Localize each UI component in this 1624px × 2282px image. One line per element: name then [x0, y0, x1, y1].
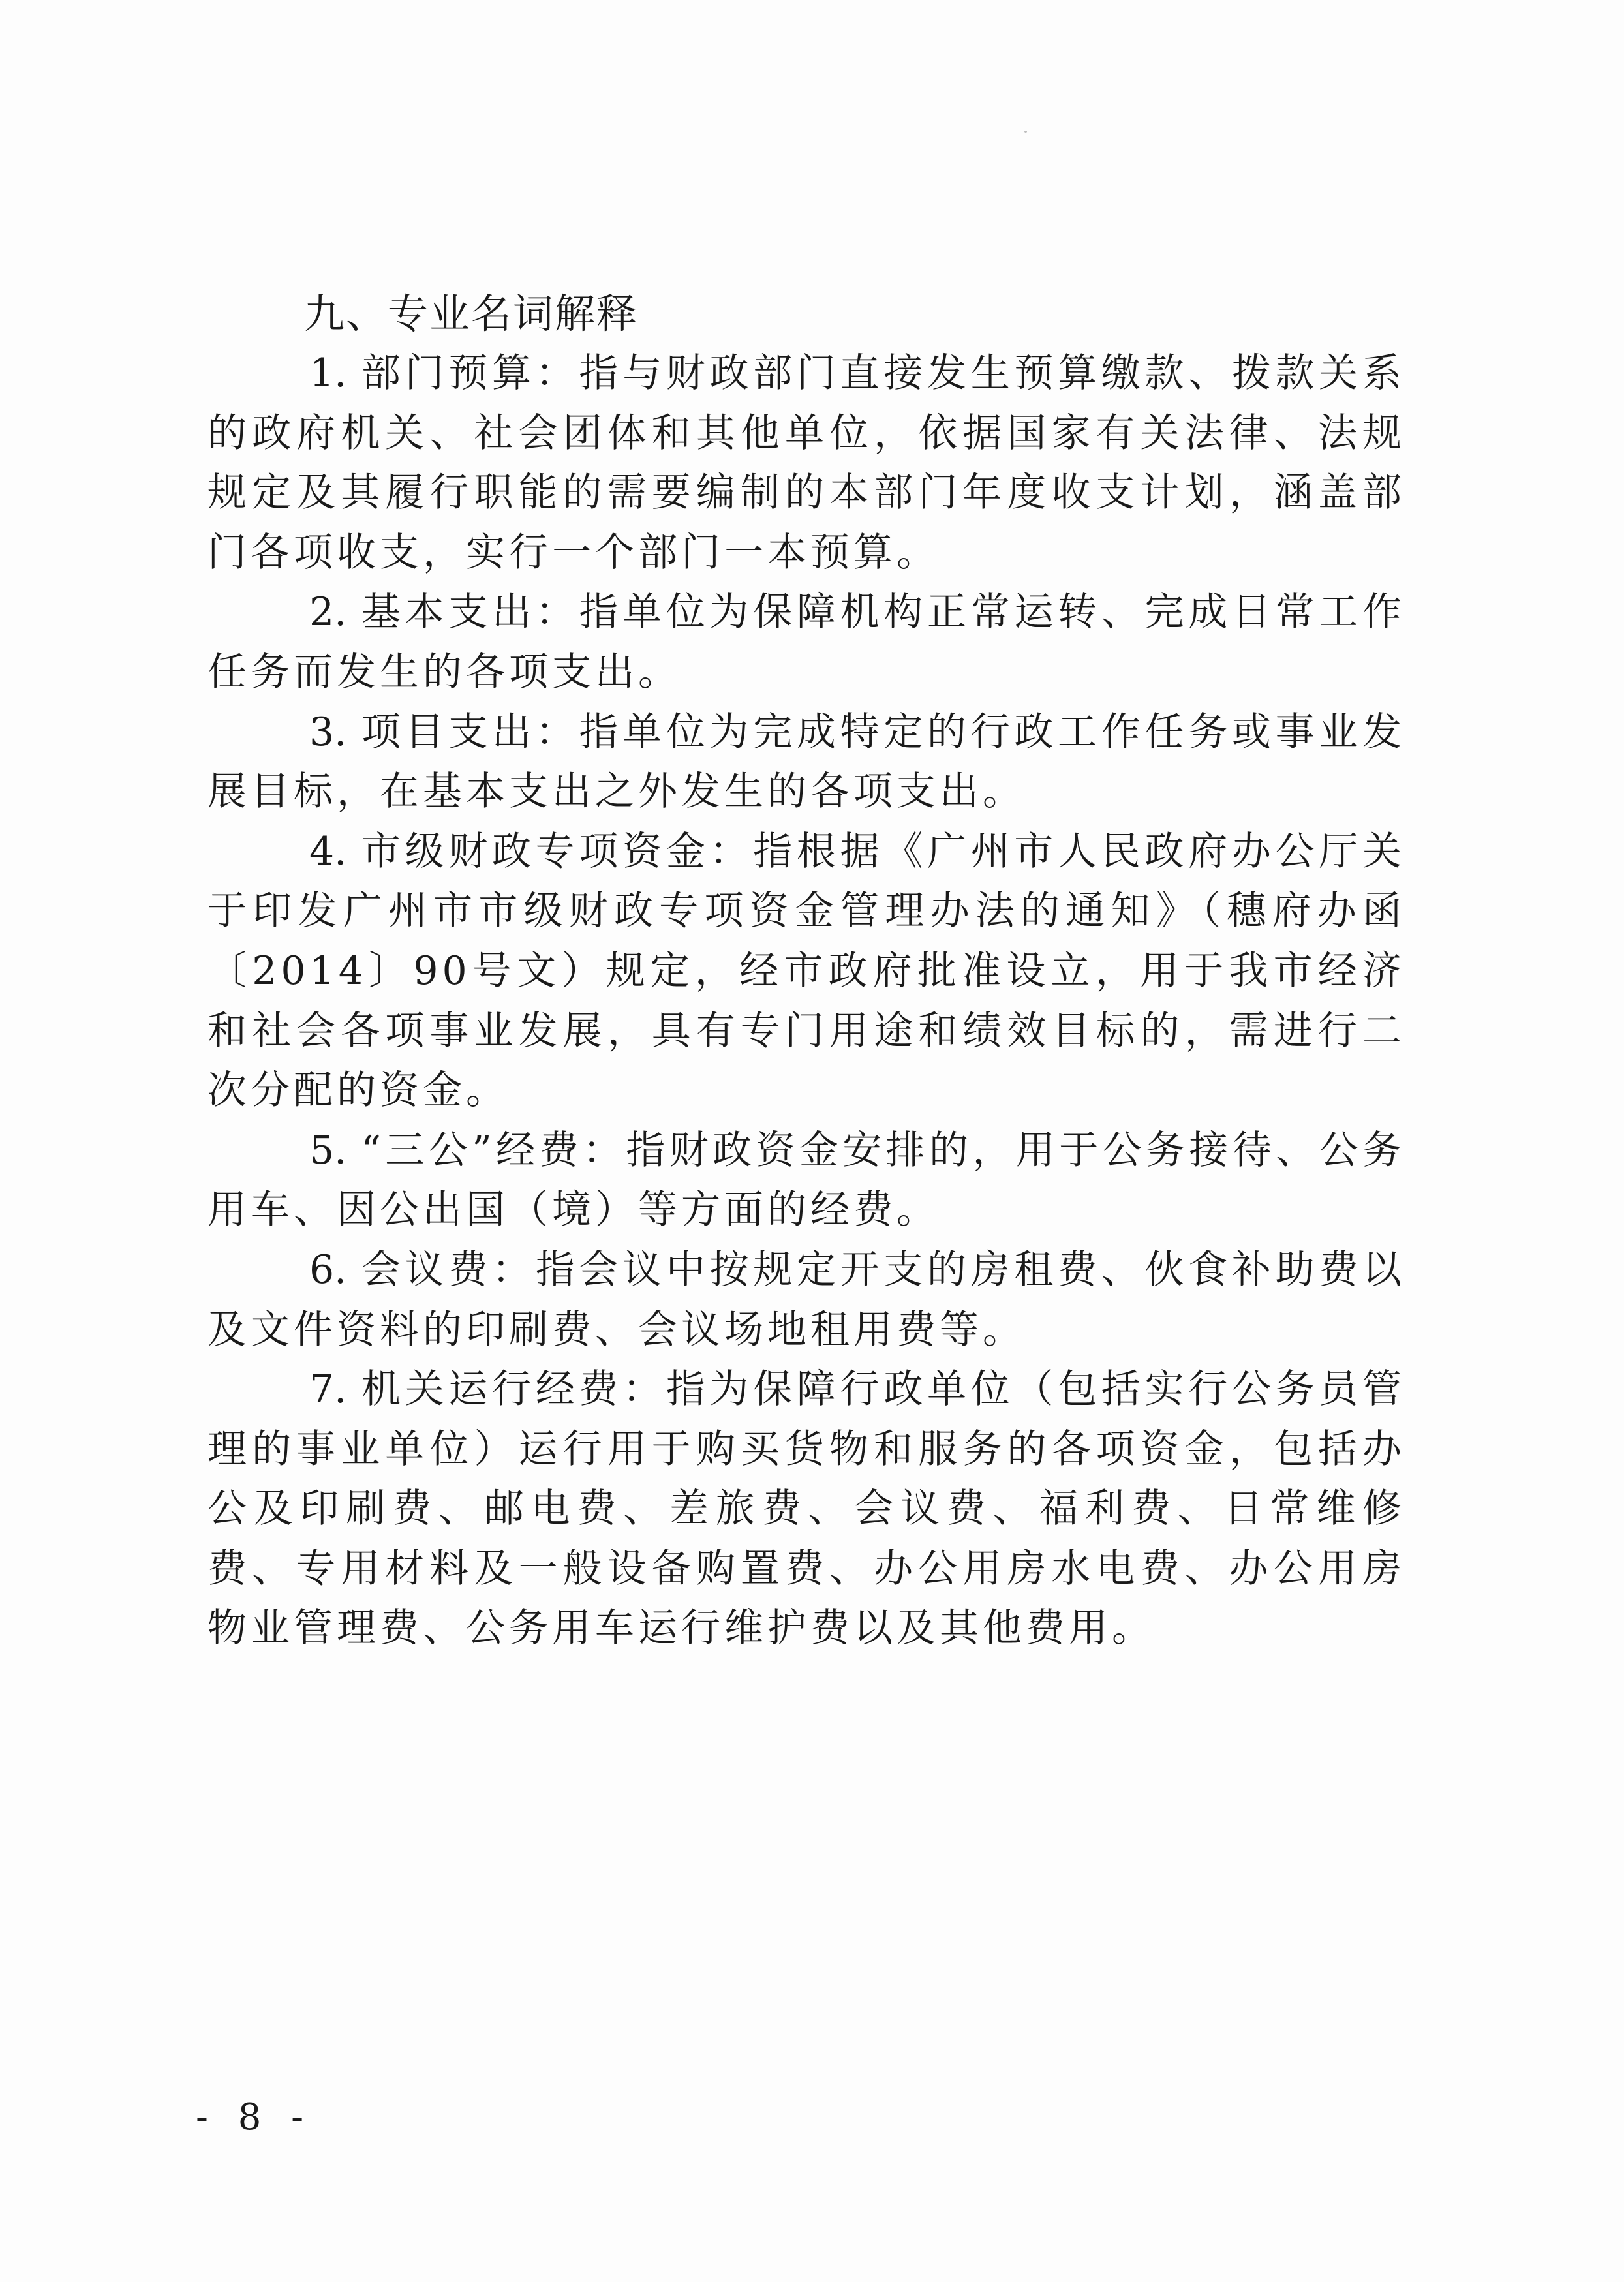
term-number: 6.: [309, 1246, 347, 1293]
term-text: 部门预算：指与财政部门直接发生预算缴款、拨款关系的政府机关、社会团体和其他单位，依据国家有关法律、法规规定及其履行职能的需要编制的本部门年度收支计划，涵盖部门各项收支，实行一个部门一本预算。: [207, 350, 1405, 576]
term-text: 机关运行经费：指为保障行政单位（包括实行公务员管理的事业单位）运行用于购买货物和服务的各项资金，包括办公及印刷费、邮电费、差旅费、会议费、福利费、日常维修费、专用材料及一般设备购置费、办公用房水电费、办公用房物业管理费、公务用车运行维护费以及其他费用。: [207, 1366, 1405, 1652]
term-number: 7.: [309, 1366, 347, 1413]
term-number: 2.: [309, 589, 347, 636]
term-number: 5.: [309, 1127, 347, 1173]
term-item-3: [207, 703, 1405, 822]
page-number: - 8 -: [196, 2096, 313, 2138]
term-number: 3.: [309, 709, 347, 755]
term-text: “三公”经费：指财政资金安排的，用于公务接待、公务用车、因公出国（境）等方面的经费。: [207, 1127, 1405, 1233]
scan-speck: [1024, 131, 1027, 133]
term-item-2: [207, 583, 1405, 702]
term-item-1: [207, 344, 1405, 583]
terms-section: [207, 284, 1405, 1659]
term-item-4: [207, 822, 1405, 1121]
term-item-7: [207, 1360, 1405, 1659]
term-item-5: [207, 1121, 1405, 1241]
term-text: 市级财政专项资金：指根据《广州市人民政府办公厅关于印发广州市市级财政专项资金管理办法的通知》（穗府办函〔2014〕90号文）规定，经市政府批准设立，用于我市经济和社会各项事业发展，具有专门用途和绩效目标的，需进行二次分配的资金。: [207, 828, 1405, 1114]
term-text: 基本支出：指单位为保障机构正常运转、完成日常工作任务而发生的各项支出。: [207, 589, 1405, 695]
term-text: 会议费：指会议中按规定开支的房租费、伙食补助费以及文件资料的印刷费、会议场地租用费等。: [207, 1246, 1405, 1353]
term-item-6: [207, 1241, 1405, 1360]
section-heading: 九、专业名词解释: [304, 290, 639, 337]
term-number: 1.: [309, 350, 347, 396]
term-text: 项目支出：指单位为完成特定的行政工作任务或事业发展目标，在基本支出之外发生的各项支出。: [207, 709, 1405, 815]
term-number: 4.: [309, 828, 347, 874]
